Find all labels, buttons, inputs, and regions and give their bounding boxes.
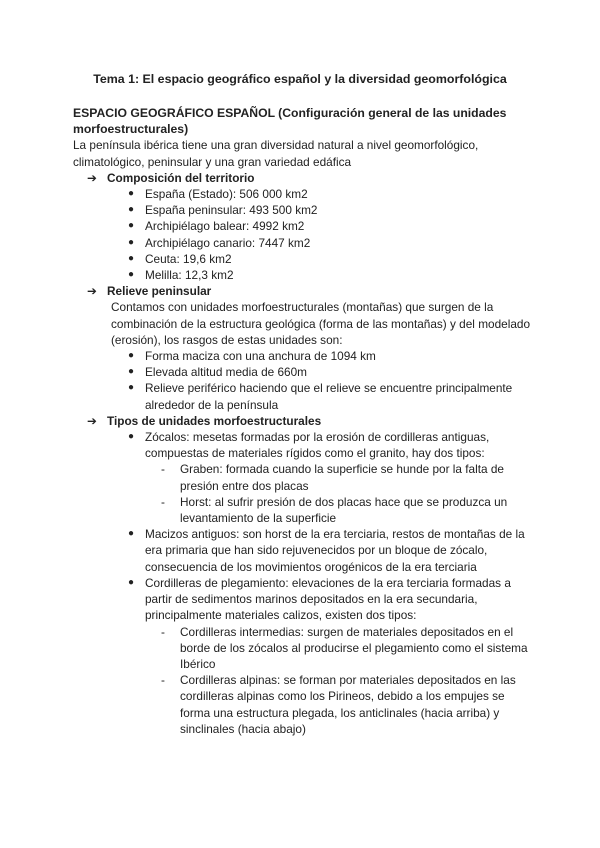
relieve-paragraph: Contamos con unidades morfoestructurales (montañas) que surgen de la combinación de la estructura geológica (forma de las montañas) y del modelado (erosión), los rasgos de estas unidades son: <box>111 300 531 347</box>
bullet-icon: ● <box>128 236 135 248</box>
list-item <box>73 267 533 283</box>
sub-item-text: Cordilleras alpinas: se forman por materiales depositados en las cordilleras alpinas como los Pirineos, debido a los empujes se forma una estructura plegada, los anticlinales (hacia arriba) y sinclinales (hacia abajo) <box>180 673 516 736</box>
arrow-icon: ➔ <box>87 413 97 428</box>
list-item <box>73 186 533 202</box>
composicion-heading <box>73 170 533 186</box>
list-item <box>73 218 533 234</box>
relieve-title: Relieve peninsular <box>107 284 212 299</box>
list-item <box>73 235 533 251</box>
bullet-icon: ● <box>128 350 135 362</box>
list-item <box>73 202 533 218</box>
list-item-text: Forma maciza con una anchura de 1094 km <box>145 349 376 364</box>
bullet-icon: ● <box>128 220 135 232</box>
list-item-text: Macizos antiguos: son horst de la era terciaria, restos de montañas de la era primaria que han sido rejuvenecidos por un bloque de zócalo, consecuencia de los movimientos orogénicos de la era terciaria <box>145 527 525 574</box>
dash-icon: - <box>161 494 165 509</box>
sub-item-graben <box>73 461 533 493</box>
list-item-text: Archipiélago balear: 4992 km2 <box>145 219 305 234</box>
bullet-icon: ● <box>128 528 135 540</box>
list-item-text: España peninsular: 493 500 km2 <box>145 203 318 218</box>
bullet-icon: ● <box>128 431 135 443</box>
list-item <box>73 251 533 267</box>
bullet-icon: ● <box>128 269 135 281</box>
sub-item-text: Cordilleras intermedias: surgen de materiales depositados en el borde de los zócalos al producirse el plegamiento como el sistema Ibérico <box>180 624 528 671</box>
bullet-icon: ● <box>128 204 135 216</box>
dash-icon: - <box>161 673 165 688</box>
sub-item-intermedias <box>73 624 533 673</box>
tipos-heading <box>73 413 533 429</box>
bullet-icon: ● <box>128 382 135 394</box>
composicion-title: Composición del territorio <box>107 170 255 185</box>
list-item-text: Elevada altitud media de 660m <box>145 365 307 380</box>
bullet-icon: ● <box>128 188 135 200</box>
list-item-text: Ceuta: 19,6 km2 <box>145 251 232 266</box>
dash-icon: - <box>161 624 165 639</box>
list-item-zocalos <box>73 429 533 461</box>
intro-paragraph: La península ibérica tiene una gran diversidad natural a nivel geomorfológico, climatológico, peninsular y una gran variedad edáfica <box>73 138 479 169</box>
sub-item-text: Horst: al sufrir presión de dos placas hace que se produzca un levantamiento de la superficie <box>180 494 508 526</box>
document-title: Tema 1: El espacio geográfico español y la diversidad geomorfológica <box>93 72 507 86</box>
sub-item-horst <box>73 494 533 526</box>
sub-item-text: Graben: formada cuando la superficie se hunde por la falta de presión entre dos placas <box>180 462 504 493</box>
dash-icon: - <box>161 462 165 477</box>
tipos-title: Tipos de unidades morfoestructurales <box>107 413 322 428</box>
arrow-icon: ➔ <box>87 170 97 185</box>
list-item-macizos <box>73 526 533 575</box>
section-heading: ESPACIO GEOGRÁFICO ESPAÑOL (Configuración general de las unidades morfoestructurales) <box>73 106 507 137</box>
list-item-text: Zócalos: mesetas formadas por la erosión de cordilleras antiguas, compuestas de materiales rígidos como el granito, hay dos tipos: <box>145 430 490 461</box>
document-body <box>73 105 533 737</box>
bullet-icon: ● <box>128 252 135 264</box>
list-item-text: Cordilleras de plegamiento: elevaciones de la era terciaria formadas a partir de sedimentos marinos depositados en la era secundaria, principalmente materiales calizos, existen dos tipos: <box>145 575 511 623</box>
list-item-text: Relieve periférico haciendo que el relieve se encuentre principalmente alrededor de la península <box>145 381 513 412</box>
list-item-text: Melilla: 12,3 km2 <box>145 268 234 283</box>
list-item-text: Archipiélago canario: 7447 km2 <box>145 235 311 250</box>
relieve-heading <box>73 283 533 299</box>
sub-item-alpinas <box>73 672 533 737</box>
bullet-icon: ● <box>128 576 135 588</box>
list-item-text: España (Estado): 506 000 km2 <box>145 187 308 202</box>
list-item <box>73 364 533 380</box>
list-item <box>73 348 533 364</box>
arrow-icon: ➔ <box>87 284 97 299</box>
bullet-icon: ● <box>128 366 135 378</box>
list-item <box>73 380 533 412</box>
list-item-cordilleras <box>73 575 533 624</box>
